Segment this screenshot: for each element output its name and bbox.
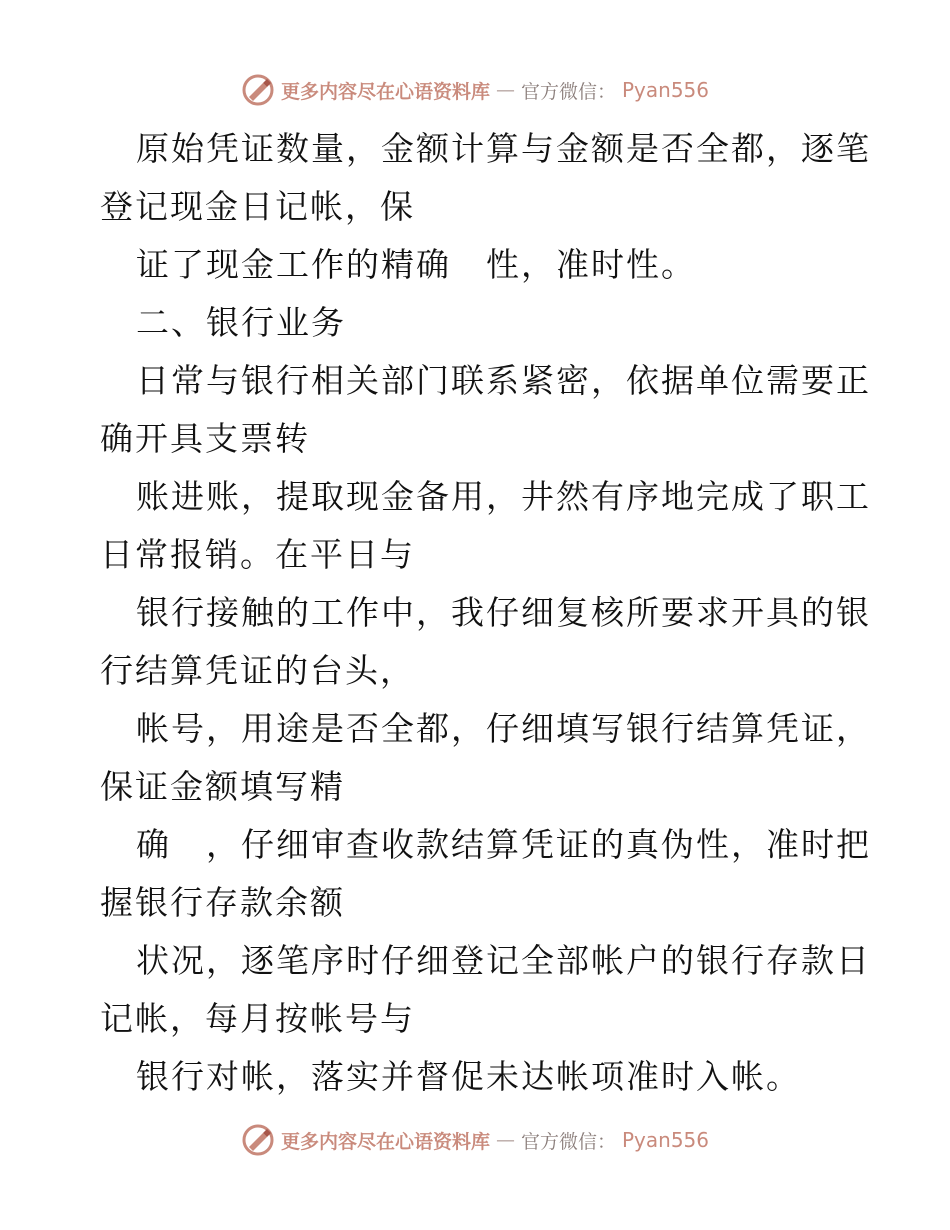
watermark-wechat-id: Pyan556: [622, 1128, 710, 1152]
text-line: 行结算凭证的台头，: [100, 651, 415, 690]
watermark-dash: —: [495, 79, 515, 101]
text-line: 日常报销。在平日与: [100, 535, 415, 574]
pen-logo-icon: [241, 1123, 275, 1157]
watermark-dash: —: [495, 1129, 515, 1151]
text-line: 证了现金工作的精确 性，准时性。: [136, 245, 696, 284]
section-heading: 二、银行业务: [136, 303, 346, 342]
text-line: 保证金额填写精: [100, 767, 345, 806]
text-line: 登记现金日记帐，保: [100, 187, 415, 226]
document-body: [100, 120, 871, 1106]
watermark-official-label: 官方微信：: [520, 80, 616, 103]
header-watermark: [0, 70, 950, 110]
footer-watermark: [0, 1120, 950, 1160]
text-line: 银行对帐，落实并督促未达帐项准时入帐。: [136, 1057, 801, 1096]
text-line: 状况，逐笔序时仔细登记全部帐户的银行存款日: [136, 941, 871, 980]
text-line: 确开具支票转: [100, 419, 310, 458]
watermark-official-label: 官方微信：: [520, 1130, 616, 1153]
text-line: 账进账，提取现金备用，井然有序地完成了职工: [136, 477, 871, 516]
text-line: 记帐，每月按帐号与: [100, 999, 415, 1038]
watermark-text: 更多内容尽在心语资料库: [280, 1130, 490, 1153]
watermark-text: 更多内容尽在心语资料库: [280, 80, 490, 103]
pen-logo-icon: [241, 73, 275, 107]
text-line: 帐号，用途是否全都，仔细填写银行结算凭证，: [136, 709, 871, 748]
text-line: 确 ，仔细审查收款结算凭证的真伪性，准时把: [136, 825, 871, 864]
text-line: 原始凭证数量，金额计算与金额是否全都，逐笔: [136, 129, 871, 168]
watermark-wechat-id: Pyan556: [622, 78, 710, 102]
text-line: 日常与银行相关部门联系紧密，依据单位需要正: [136, 361, 871, 400]
text-line: 银行接触的工作中，我仔细复核所要求开具的银: [136, 593, 871, 632]
text-line: 握银行存款余额: [100, 883, 345, 922]
